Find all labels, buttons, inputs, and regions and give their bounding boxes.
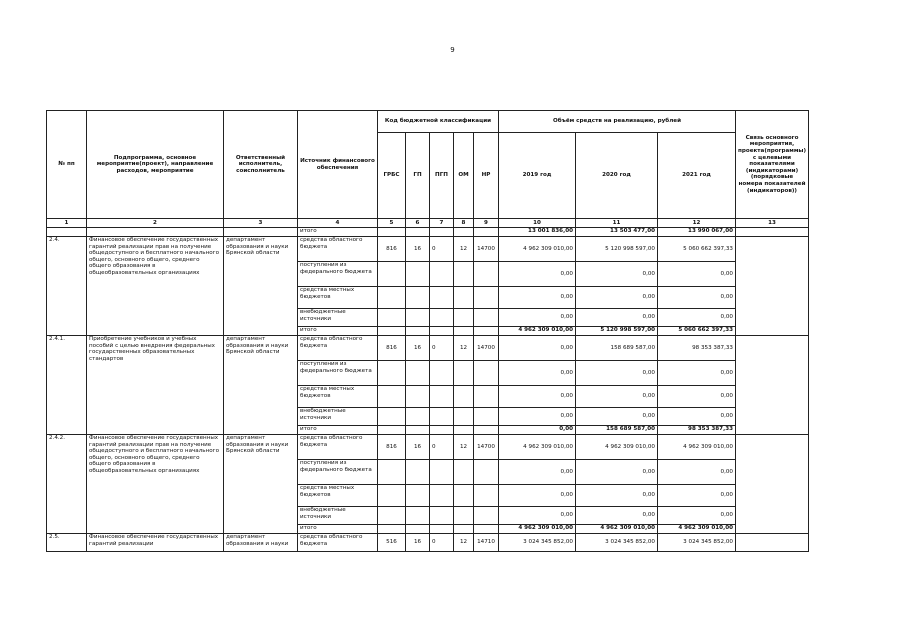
value-2019: 0,00 <box>499 426 576 435</box>
value-2021: 0,00 <box>658 262 736 287</box>
budget-table <box>46 110 809 552</box>
code-gp: 16 <box>406 435 430 460</box>
code-gp <box>406 262 430 287</box>
value-2020: 0,00 <box>576 485 658 507</box>
value-2021: 0,00 <box>658 309 736 327</box>
header-code-group: Код бюджетной классификации <box>378 111 499 133</box>
code-om <box>454 460 474 485</box>
code-pgp <box>430 460 454 485</box>
item-name: Финансовое обеспечение государственных гарантий реализации прав на получение общедоступного и бесплатного начального общего, основного общего, среднего общего образования в общеобразовательных организациях <box>87 435 224 534</box>
item-executor: департамент образования и науки <box>224 534 298 552</box>
indicator-link <box>736 435 809 534</box>
code-grbs <box>378 460 406 485</box>
header-num: № пп <box>47 111 87 219</box>
item-name: Финансовое обеспечение государственных гарантий реализации прав на получение общедоступного и бесплатного начального общего, основного общего, среднего общего образования в общеобразовательных организациях <box>87 237 224 336</box>
value-2020: 5 120 998 597,00 <box>576 237 658 262</box>
code-pgp <box>430 485 454 507</box>
table-row <box>47 435 809 460</box>
code-gp <box>406 309 430 327</box>
code-om <box>454 309 474 327</box>
row-source: средства областного бюджета <box>298 435 378 460</box>
value-2020: 0,00 <box>576 460 658 485</box>
item-name: Приобретение учебников и учебных пособий с целью внедрения федеральных государственных образовательных стандартов <box>87 336 224 435</box>
code-np: 14700 <box>474 336 499 361</box>
code-grbs: 816 <box>378 336 406 361</box>
code-pgp <box>430 309 454 327</box>
colnum: 10 <box>499 219 576 228</box>
header-gp: ГП <box>406 133 430 219</box>
code-np <box>474 309 499 327</box>
value-2019: 4 962 309 010,00 <box>499 237 576 262</box>
row-source: поступления из федерального бюджета <box>298 262 378 287</box>
code-pgp: 0 <box>430 435 454 460</box>
value-2019: 0,00 <box>499 386 576 408</box>
colnum: 5 <box>378 219 406 228</box>
code-om: 12 <box>454 237 474 262</box>
item-executor: департамент образования и науки Брянской области <box>224 435 298 534</box>
value-2021: 4 962 309 010,00 <box>658 435 736 460</box>
value-2019: 0,00 <box>499 460 576 485</box>
row-source: внебюджетные источники <box>298 309 378 327</box>
code-om <box>454 262 474 287</box>
value-2020: 158 689 587,00 <box>576 336 658 361</box>
value-2021: 0,00 <box>658 408 736 426</box>
colnum: 2 <box>87 219 224 228</box>
header-volume-group: Объём средств на реализацию, рублей <box>499 111 736 133</box>
top-total-row <box>47 228 809 237</box>
code-np: 14710 <box>474 534 499 552</box>
header-executor: Ответственный исполнитель, соисполнитель <box>224 111 298 219</box>
value-2021: 0,00 <box>658 507 736 525</box>
code-gp <box>406 408 430 426</box>
header-2019: 2019 год <box>499 133 576 219</box>
code-np <box>474 460 499 485</box>
code-grbs: 816 <box>378 237 406 262</box>
value-2021: 13 990 067,00 <box>658 228 736 237</box>
value-2019: 4 962 309 010,00 <box>499 525 576 534</box>
code-gp: 16 <box>406 534 430 552</box>
code-grbs <box>378 361 406 386</box>
header-2020: 2020 год <box>576 133 658 219</box>
code-grbs <box>378 485 406 507</box>
value-2019: 3 024 345 852,00 <box>499 534 576 552</box>
code-np <box>474 507 499 525</box>
code-grbs <box>378 262 406 287</box>
code-np <box>474 262 499 287</box>
code-np: 14700 <box>474 237 499 262</box>
value-2021: 0,00 <box>658 287 736 309</box>
code-pgp: 0 <box>430 336 454 361</box>
value-2020: 0,00 <box>576 408 658 426</box>
code-pgp: 0 <box>430 534 454 552</box>
value-2021: 0,00 <box>658 386 736 408</box>
colnum: 11 <box>576 219 658 228</box>
colnum: 9 <box>474 219 499 228</box>
colnum: 3 <box>224 219 298 228</box>
row-source: итого <box>298 228 378 237</box>
value-2019: 13 001 836,00 <box>499 228 576 237</box>
code-grbs <box>378 309 406 327</box>
item-number: 2.4.1. <box>47 336 87 435</box>
code-pgp: 0 <box>430 237 454 262</box>
header-np: НР <box>474 133 499 219</box>
indicator-link <box>736 237 809 336</box>
code-np: 14700 <box>474 435 499 460</box>
value-2021: 0,00 <box>658 460 736 485</box>
value-2020: 0,00 <box>576 287 658 309</box>
code-pgp <box>430 262 454 287</box>
code-gp <box>406 386 430 408</box>
code-om: 12 <box>454 435 474 460</box>
code-pgp <box>430 287 454 309</box>
item-number: 2.4.2. <box>47 435 87 534</box>
value-2020: 3 024 345 852,00 <box>576 534 658 552</box>
value-2020: 13 503 477,00 <box>576 228 658 237</box>
value-2021: 0,00 <box>658 485 736 507</box>
item-name: Финансовое обеспечение государственных гарантий реализации <box>87 534 224 552</box>
row-source: поступления из федерального бюджета <box>298 460 378 485</box>
value-2020: 0,00 <box>576 309 658 327</box>
code-np <box>474 287 499 309</box>
code-om <box>454 386 474 408</box>
value-2019: 0,00 <box>499 336 576 361</box>
colnum: 13 <box>736 219 809 228</box>
colnum: 1 <box>47 219 87 228</box>
code-gp <box>406 287 430 309</box>
value-2020: 4 962 309 010,00 <box>576 435 658 460</box>
code-om <box>454 287 474 309</box>
code-grbs: 516 <box>378 534 406 552</box>
colnum: 12 <box>658 219 736 228</box>
code-grbs <box>378 408 406 426</box>
item-executor: департамент образования и науки Брянской области <box>224 336 298 435</box>
colnum: 4 <box>298 219 378 228</box>
value-2019: 0,00 <box>499 287 576 309</box>
row-source: средства местных бюджетов <box>298 287 378 309</box>
header-name: Подпрограмма, основное мероприятие(проект), направление расходов, мероприятие <box>87 111 224 219</box>
code-pgp <box>430 386 454 408</box>
value-2021: 98 353 387,33 <box>658 336 736 361</box>
value-2019: 0,00 <box>499 507 576 525</box>
colnum: 7 <box>430 219 454 228</box>
code-gp: 16 <box>406 336 430 361</box>
value-2019: 0,00 <box>499 485 576 507</box>
code-pgp <box>430 507 454 525</box>
header-link: Связь основного мероприятия, проекта(программы) с целевыми показателями (индикаторами) (порядковые номера показателей (индикаторов)) <box>736 111 809 219</box>
value-2019: 0,00 <box>499 408 576 426</box>
code-grbs <box>378 287 406 309</box>
row-source: итого <box>298 327 378 336</box>
item-number: 2.5. <box>47 534 87 552</box>
row-source: средства местных бюджетов <box>298 485 378 507</box>
colnum: 6 <box>406 219 430 228</box>
value-2019: 4 962 309 010,00 <box>499 327 576 336</box>
row-source: итого <box>298 525 378 534</box>
row-source: итого <box>298 426 378 435</box>
row-source: средства местных бюджетов <box>298 386 378 408</box>
code-grbs <box>378 386 406 408</box>
header-pgp: ПГП <box>430 133 454 219</box>
table-row <box>47 336 809 361</box>
value-2020: 0,00 <box>576 262 658 287</box>
header-source: Источник финансового обеспечения <box>298 111 378 219</box>
code-om <box>454 361 474 386</box>
code-om: 12 <box>454 336 474 361</box>
table-row <box>47 534 809 552</box>
value-2020: 0,00 <box>576 386 658 408</box>
value-2019: 4 962 309 010,00 <box>499 435 576 460</box>
code-gp <box>406 507 430 525</box>
budget-table-sheet <box>46 110 809 552</box>
code-om <box>454 408 474 426</box>
value-2020: 0,00 <box>576 361 658 386</box>
code-gp <box>406 361 430 386</box>
header-2021: 2021 год <box>658 133 736 219</box>
code-gp <box>406 485 430 507</box>
value-2020: 0,00 <box>576 507 658 525</box>
item-executor: департамент образования и науки Брянской области <box>224 237 298 336</box>
code-np <box>474 408 499 426</box>
code-om <box>454 485 474 507</box>
code-np <box>474 485 499 507</box>
item-number: 2.4. <box>47 237 87 336</box>
code-pgp <box>430 408 454 426</box>
indicator-link <box>736 336 809 435</box>
code-gp: 16 <box>406 237 430 262</box>
value-2021: 5 060 662 397,33 <box>658 237 736 262</box>
code-om <box>454 507 474 525</box>
code-pgp <box>430 361 454 386</box>
value-2019: 0,00 <box>499 309 576 327</box>
header-om: ОМ <box>454 133 474 219</box>
value-2021: 4 962 309 010,00 <box>658 525 736 534</box>
row-source: внебюджетные источники <box>298 408 378 426</box>
value-2020: 158 689 587,00 <box>576 426 658 435</box>
row-source: поступления из федерального бюджета <box>298 361 378 386</box>
code-np <box>474 361 499 386</box>
value-2019: 0,00 <box>499 262 576 287</box>
code-grbs: 816 <box>378 435 406 460</box>
row-source: средства областного бюджета <box>298 534 378 552</box>
page-number: 9 <box>450 46 455 54</box>
column-number-row <box>47 219 809 228</box>
colnum: 8 <box>454 219 474 228</box>
value-2019: 0,00 <box>499 361 576 386</box>
row-source: средства областного бюджета <box>298 237 378 262</box>
value-2021: 3 024 345 852,00 <box>658 534 736 552</box>
value-2020: 5 120 998 597,00 <box>576 327 658 336</box>
value-2021: 98 353 387,33 <box>658 426 736 435</box>
code-gp <box>406 460 430 485</box>
value-2021: 0,00 <box>658 361 736 386</box>
indicator-link <box>736 534 809 552</box>
code-np <box>474 386 499 408</box>
row-source: средства областного бюджета <box>298 336 378 361</box>
value-2020: 4 962 309 010,00 <box>576 525 658 534</box>
header-grbs: ГРБС <box>378 133 406 219</box>
value-2021: 5 060 662 397,33 <box>658 327 736 336</box>
row-source: внебюджетные источники <box>298 507 378 525</box>
table-row <box>47 237 809 262</box>
code-om: 12 <box>454 534 474 552</box>
code-grbs <box>378 507 406 525</box>
